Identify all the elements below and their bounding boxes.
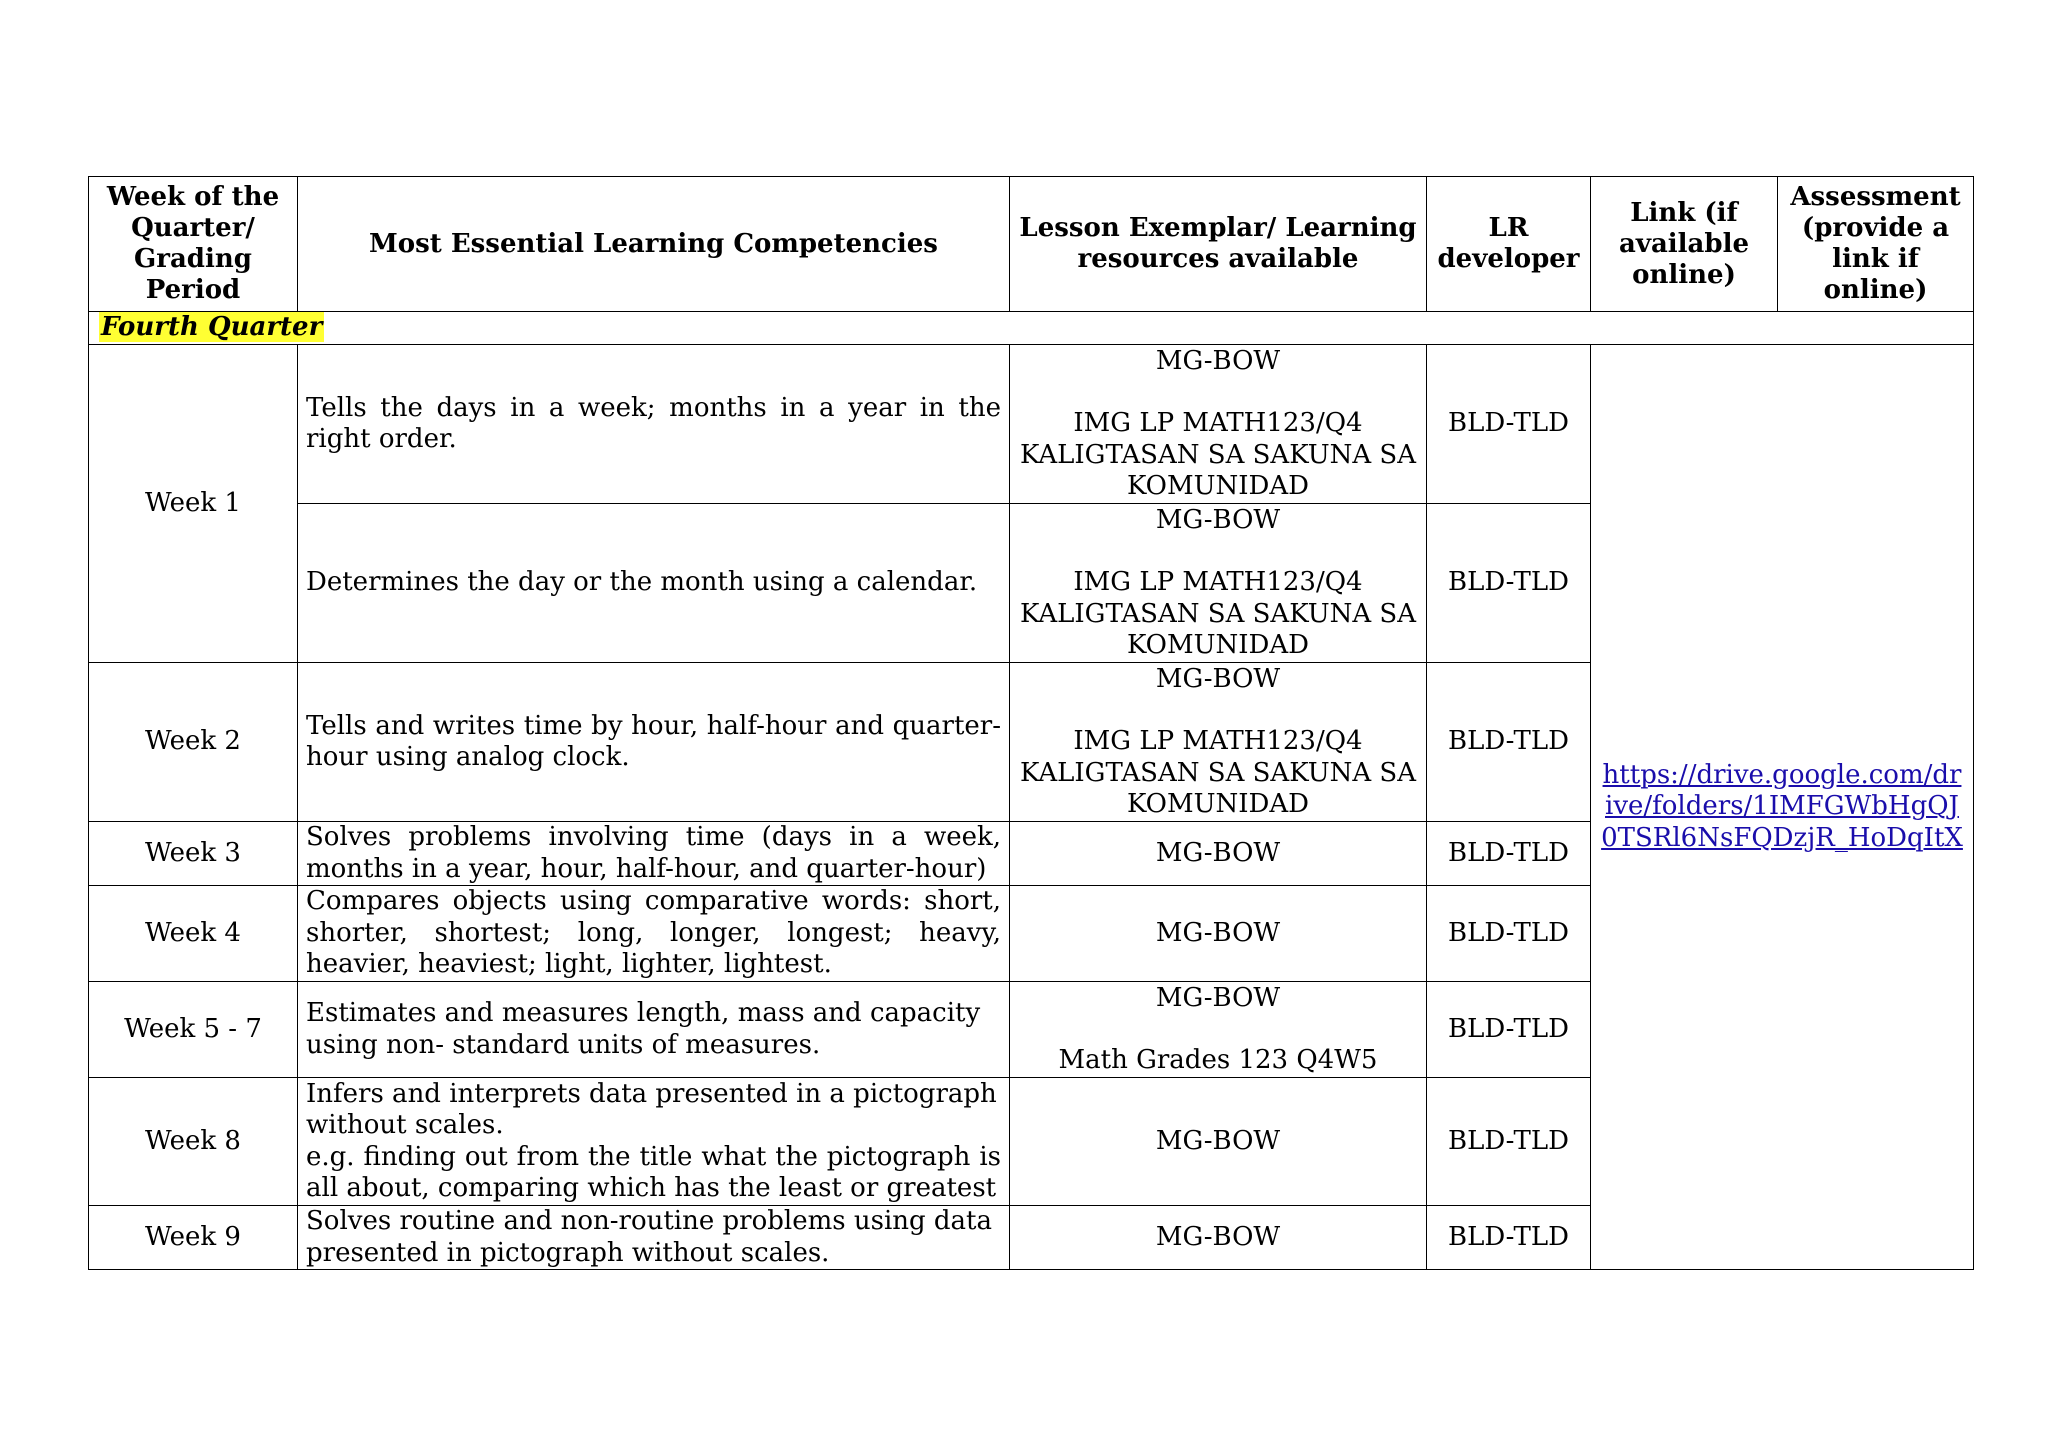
competency-cell: Solves routine and non-routine problems using data presented in pictograph without scales. xyxy=(298,1206,1010,1270)
lr-developer-cell: BLD-TLD xyxy=(1427,1078,1591,1206)
resources-cell: MG-BOW xyxy=(1010,1078,1427,1206)
lr-developer-cell: BLD-TLD xyxy=(1427,663,1591,822)
competency-cell: Compares objects using comparative words: short, shorter, shortest; long, longer, longest; heavy, heavier, heaviest; light, lighter, lightest. xyxy=(298,886,1010,982)
lr-developer-cell: BLD-TLD xyxy=(1427,345,1591,504)
header-row xyxy=(89,177,1974,312)
week-cell: Week 2 xyxy=(89,663,298,822)
resource-secondary: Math Grades 123 Q4W5 xyxy=(1058,1045,1378,1075)
resource-primary: MG-BOW xyxy=(1155,345,1281,376)
week-cell: Week 1 xyxy=(89,345,298,663)
lr-developer-cell: BLD-TLD xyxy=(1427,822,1591,886)
quarter-cell xyxy=(89,312,1974,345)
header-lr-developer: LR developer xyxy=(1427,177,1591,312)
resource-primary: MG-BOW xyxy=(1155,504,1281,535)
competency-cell: Determines the day or the month using a calendar. xyxy=(298,504,1010,663)
competency-cell: Tells and writes time by hour, half-hour and quarter-hour using analog clock. xyxy=(298,663,1010,822)
week-cell: Week 9 xyxy=(89,1206,298,1270)
resources-cell xyxy=(1010,504,1427,663)
lr-developer-cell: BLD-TLD xyxy=(1427,982,1591,1078)
drive-folder-link[interactable]: https://drive.google.com/drive/folders/1IMFGWbHgQJ0TSRl6NsFQDzjR_HoDqItX xyxy=(1601,759,1963,853)
resource-secondary: IMG LP MATH123/Q4 KALIGTASAN SA SAKUNA SA KOMUNIDAD xyxy=(1020,408,1416,501)
melc-table xyxy=(88,176,1974,1270)
lr-developer-cell: BLD-TLD xyxy=(1427,886,1591,982)
table-row xyxy=(89,345,1974,504)
competency-cell: Solves problems involving time (days in a week, months in a year, hour, half-hour, and quarter-hour) xyxy=(298,822,1010,886)
resources-cell xyxy=(1010,982,1427,1078)
competency-cell xyxy=(298,1078,1010,1206)
week-cell: Week 4 xyxy=(89,886,298,982)
lr-developer-cell: BLD-TLD xyxy=(1427,504,1591,663)
resources-cell: MG-BOW xyxy=(1010,822,1427,886)
link-cell xyxy=(1591,345,1974,1270)
competency-example: e.g. finding out from the title what the pictograph is all about, comparing which has the least or greatest xyxy=(306,1141,1001,1203)
week-cell: Week 5 - 7 xyxy=(89,982,298,1078)
resource-secondary: IMG LP MATH123/Q4 KALIGTASAN SA SAKUNA SA KOMUNIDAD xyxy=(1020,726,1416,819)
header-assessment: Assessment (provide a link if online) xyxy=(1778,177,1974,312)
resources-cell: MG-BOW xyxy=(1010,886,1427,982)
header-link: Link (if available online) xyxy=(1591,177,1778,312)
header-melc: Most Essential Learning Competencies xyxy=(298,177,1010,312)
competency-text: Infers and interprets data presented in a pictograph without scales. xyxy=(306,1078,997,1140)
header-lesson: Lesson Exemplar/ Learning resources available xyxy=(1010,177,1427,312)
resource-secondary: IMG LP MATH123/Q4 KALIGTASAN SA SAKUNA SA KOMUNIDAD xyxy=(1020,567,1416,660)
week-cell: Week 3 xyxy=(89,822,298,886)
quarter-label: Fourth Quarter xyxy=(101,312,323,343)
resources-cell: MG-BOW xyxy=(1010,1206,1427,1270)
resources-cell xyxy=(1010,663,1427,822)
resources-cell xyxy=(1010,345,1427,504)
quarter-row xyxy=(89,312,1974,345)
resource-primary: MG-BOW xyxy=(1155,663,1281,694)
week-cell: Week 8 xyxy=(89,1078,298,1206)
competency-cell: Tells the days in a week; months in a year in the right order. xyxy=(298,345,1010,504)
competency-cell: Estimates and measures length, mass and capacity using non- standard units of measures. xyxy=(298,982,1010,1078)
header-week: Week of the Quarter/ Grading Period xyxy=(89,177,298,312)
lr-developer-cell: BLD-TLD xyxy=(1427,1206,1591,1270)
resource-primary: MG-BOW xyxy=(1155,982,1281,1013)
